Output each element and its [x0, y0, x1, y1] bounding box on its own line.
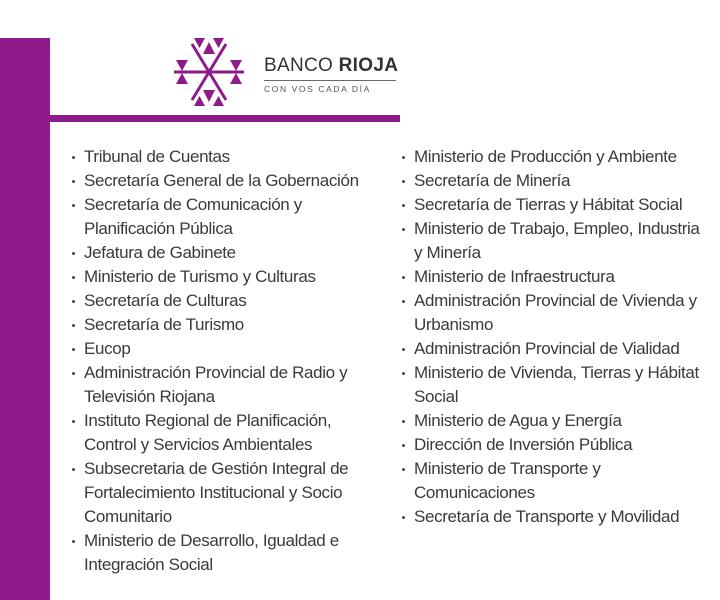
brand-name [264, 55, 398, 77]
list-item: Ministerio de Turismo y Culturas [70, 265, 382, 289]
list-item: Dirección de Inversión Pública [400, 433, 710, 457]
list-item: Ministerio de Infraestructura [400, 265, 710, 289]
list-item: Instituto Regional de Planificación, Control y Servicios Ambientales [70, 409, 382, 457]
brand-underline [264, 80, 396, 81]
list-item: Jefatura de Gabinete [70, 241, 382, 265]
list-item: Ministerio de Transporte y Comunicaciones [400, 457, 710, 505]
brand-name-light: BANCO [264, 55, 339, 76]
banco-rioja-logo-icon [172, 38, 246, 106]
list-item: Administración Provincial de Vivienda y Urbanismo [400, 289, 710, 337]
header-divider [50, 115, 400, 122]
list-item: Ministerio de Agua y Energía [400, 409, 710, 433]
list-item: Subsecretaria de Gestión Integral de Fortalecimiento Institucional y Socio Comunitario [70, 457, 382, 529]
list-item: Administración Provincial de Vialidad [400, 337, 710, 361]
list-item: Administración Provincial de Radio y Televisión Riojana [70, 361, 382, 409]
list-item: Secretaría de Tierras y Hábitat Social [400, 193, 710, 217]
list-item: Tribunal de Cuentas [70, 145, 382, 169]
brand-name-bold: RIOJA [338, 55, 399, 76]
list-item: Secretaría de Comunicación y Planificación Pública [70, 193, 382, 241]
institutions-list-right [400, 145, 710, 529]
institutions-list-left [70, 145, 382, 577]
list-item: Ministerio de Vivienda, Tierras y Hábitat Social [400, 361, 710, 409]
brand-tagline: CON VOS CADA DÍA [264, 84, 371, 94]
list-item: Secretaría de Turismo [70, 313, 382, 337]
list-item: Secretaría de Culturas [70, 289, 382, 313]
side-accent-bar [0, 38, 50, 600]
list-item: Secretaría de Transporte y Movilidad [400, 505, 710, 529]
list-item: Secretaría General de la Gobernación [70, 169, 382, 193]
brand-block [264, 55, 398, 94]
list-item: Ministerio de Desarrollo, Igualdad e Integración Social [70, 529, 382, 577]
list-item: Secretaría de Minería [400, 169, 710, 193]
list-item: Ministerio de Producción y Ambiente [400, 145, 710, 169]
list-item: Eucop [70, 337, 382, 361]
list-item: Ministerio de Trabajo, Empleo, Industria y Minería [400, 217, 710, 265]
